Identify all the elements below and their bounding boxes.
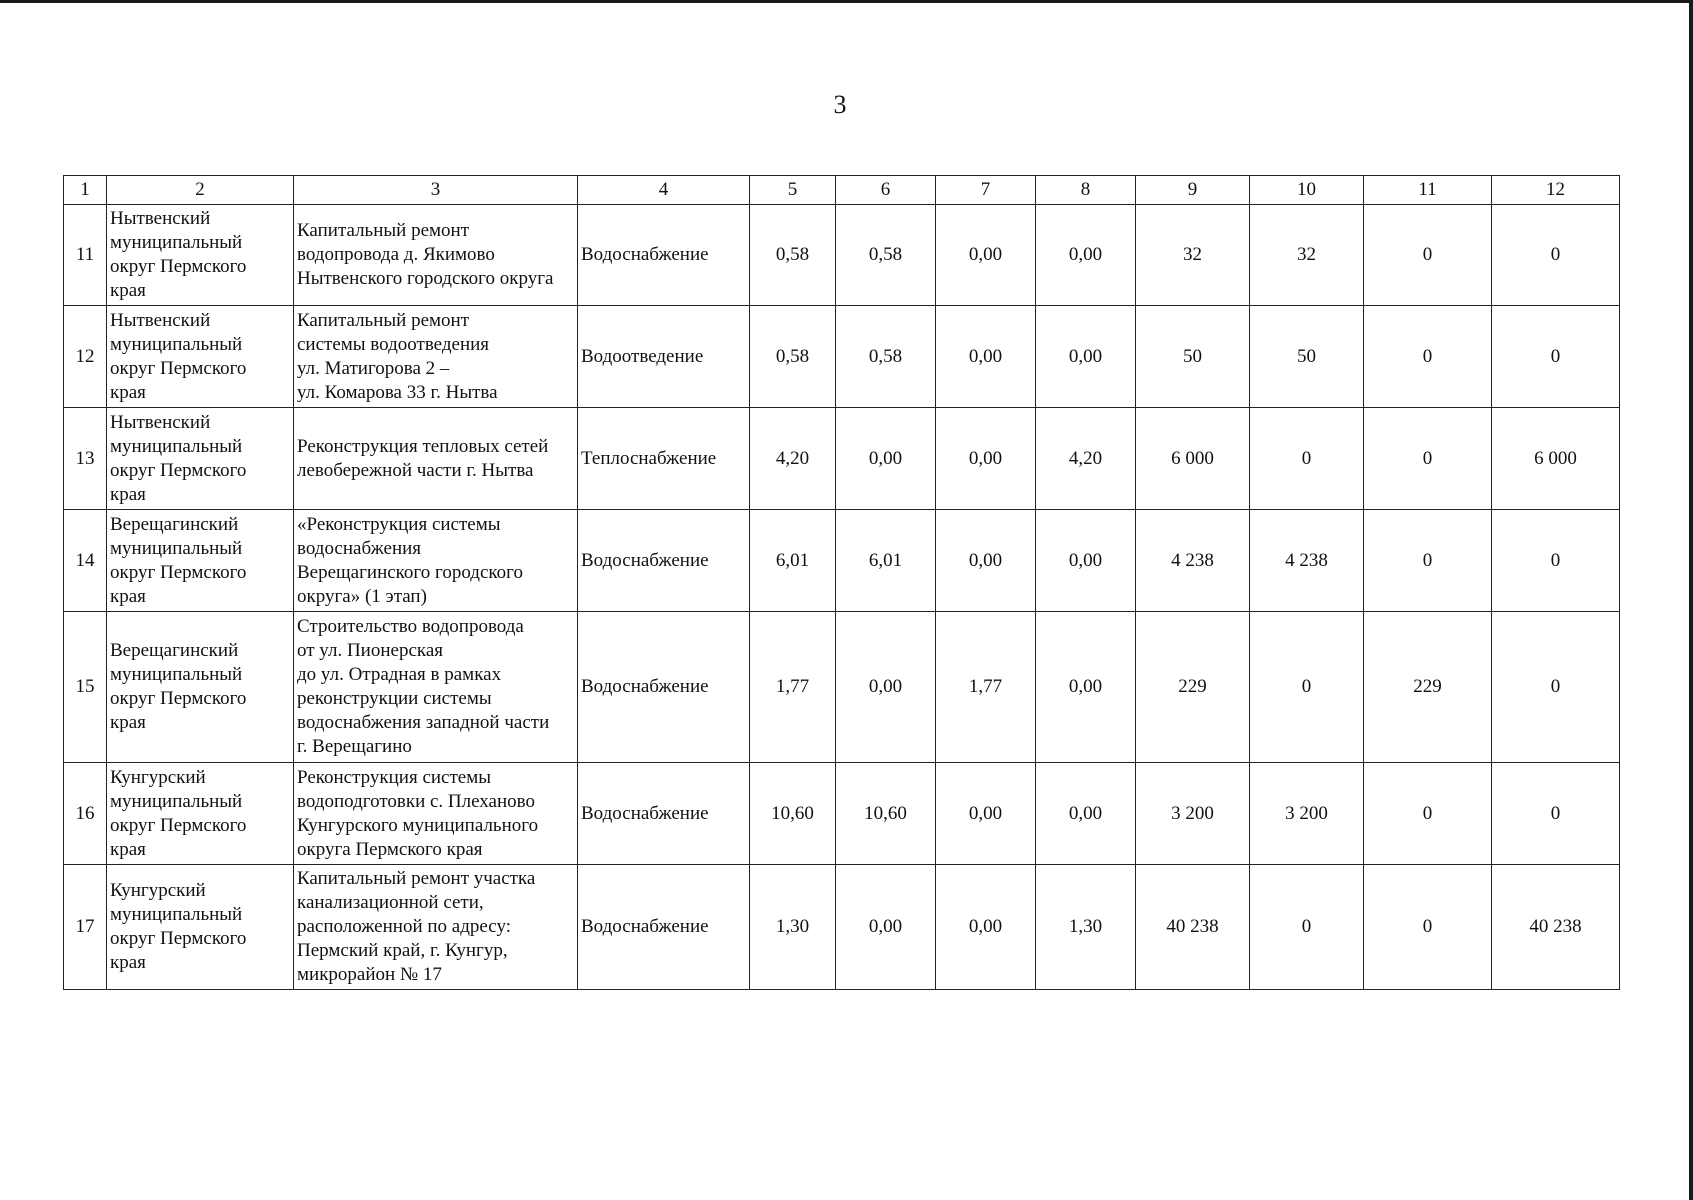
scan-border-top: [0, 0, 1693, 3]
object-name-cell: Капитальный ремонт водопровода д. Якимово Нытвенского городского округа: [294, 205, 578, 306]
scan-border-right: [1689, 0, 1693, 1200]
value-cell-col5: 0,58: [750, 306, 836, 408]
value-cell-col10: 32: [1250, 205, 1364, 306]
column-number-cell: 10: [1250, 176, 1364, 205]
table-row: [64, 306, 1620, 408]
value-cell-col8: 0,00: [1036, 205, 1136, 306]
value-cell-col9: 3 200: [1136, 763, 1250, 865]
column-number-cell: 1: [64, 176, 107, 205]
municipality-cell: Нытвенский муниципальный округ Пермского края: [107, 306, 294, 408]
column-number-cell: 6: [836, 176, 936, 205]
municipality-cell: Верещагинский муниципальный округ Пермского края: [107, 612, 294, 763]
value-cell-col11: 0: [1364, 205, 1492, 306]
value-cell-col11: 0: [1364, 408, 1492, 510]
value-cell-col12: 40 238: [1492, 865, 1620, 990]
column-number-cell: 8: [1036, 176, 1136, 205]
municipality-cell: Кунгурский муниципальный округ Пермского края: [107, 865, 294, 990]
value-cell-col8: 0,00: [1036, 306, 1136, 408]
value-cell-col9: 6 000: [1136, 408, 1250, 510]
value-cell-col6: 10,60: [836, 763, 936, 865]
table-row: [64, 865, 1620, 990]
value-cell-col6: 0,00: [836, 865, 936, 990]
value-cell-col12: 0: [1492, 612, 1620, 763]
value-cell-col7: 0,00: [936, 306, 1036, 408]
value-cell-col12: 6 000: [1492, 408, 1620, 510]
value-cell-col8: 0,00: [1036, 510, 1136, 612]
column-number-cell: 5: [750, 176, 836, 205]
value-cell-col11: 0: [1364, 510, 1492, 612]
value-cell-col11: 0: [1364, 865, 1492, 990]
municipality-cell: Верещагинский муниципальный округ Пермского края: [107, 510, 294, 612]
value-cell-col10: 0: [1250, 865, 1364, 990]
column-number-cell: 11: [1364, 176, 1492, 205]
value-cell-col11: 0: [1364, 763, 1492, 865]
value-cell-col8: 0,00: [1036, 612, 1136, 763]
data-table: [63, 175, 1620, 990]
service-type-cell: Водоснабжение: [578, 865, 750, 990]
service-type-cell: Теплоснабжение: [578, 408, 750, 510]
value-cell-col5: 10,60: [750, 763, 836, 865]
service-type-cell: Водоотведение: [578, 306, 750, 408]
value-cell-col7: 0,00: [936, 510, 1036, 612]
value-cell-col7: 1,77: [936, 612, 1036, 763]
value-cell-col6: 6,01: [836, 510, 936, 612]
value-cell-col5: 1,30: [750, 865, 836, 990]
row-number-cell: 11: [64, 205, 107, 306]
value-cell-col5: 0,58: [750, 205, 836, 306]
value-cell-col9: 40 238: [1136, 865, 1250, 990]
value-cell-col6: 0,58: [836, 306, 936, 408]
value-cell-col9: 50: [1136, 306, 1250, 408]
value-cell-col6: 0,00: [836, 612, 936, 763]
service-type-cell: Водоснабжение: [578, 510, 750, 612]
column-number-cell: 4: [578, 176, 750, 205]
value-cell-col12: 0: [1492, 205, 1620, 306]
value-cell-col8: 0,00: [1036, 763, 1136, 865]
row-number-cell: 12: [64, 306, 107, 408]
value-cell-col11: 0: [1364, 306, 1492, 408]
object-name-cell: Строительство водопровода от ул. Пионерская до ул. Отрадная в рамках реконструкции системы водоснабжения западной части г. Верещагино: [294, 612, 578, 763]
value-cell-col12: 0: [1492, 763, 1620, 865]
object-name-cell: «Реконструкция системы водоснабжения Верещагинского городского округа» (1 этап): [294, 510, 578, 612]
row-number-cell: 13: [64, 408, 107, 510]
value-cell-col9: 229: [1136, 612, 1250, 763]
object-name-cell: Реконструкция системы водоподготовки с. Плеханово Кунгурского муниципального округа Пермского края: [294, 763, 578, 865]
value-cell-col10: 50: [1250, 306, 1364, 408]
table-row: [64, 408, 1620, 510]
value-cell-col12: 0: [1492, 306, 1620, 408]
table-row: [64, 763, 1620, 865]
value-cell-col7: 0,00: [936, 408, 1036, 510]
value-cell-col10: 0: [1250, 612, 1364, 763]
column-number-cell: 2: [107, 176, 294, 205]
value-cell-col10: 3 200: [1250, 763, 1364, 865]
table-row: [64, 205, 1620, 306]
value-cell-col11: 229: [1364, 612, 1492, 763]
value-cell-col7: 0,00: [936, 865, 1036, 990]
table-row: [64, 612, 1620, 763]
value-cell-col9: 4 238: [1136, 510, 1250, 612]
service-type-cell: Водоснабжение: [578, 612, 750, 763]
value-cell-col6: 0,58: [836, 205, 936, 306]
row-number-cell: 14: [64, 510, 107, 612]
municipality-cell: Нытвенский муниципальный округ Пермского края: [107, 205, 294, 306]
table-row: [64, 510, 1620, 612]
municipality-cell: Кунгурский муниципальный округ Пермского края: [107, 763, 294, 865]
object-name-cell: Реконструкция тепловых сетей левобережной части г. Нытва: [294, 408, 578, 510]
column-number-cell: 7: [936, 176, 1036, 205]
value-cell-col9: 32: [1136, 205, 1250, 306]
object-name-cell: Капитальный ремонт участка канализационной сети, расположенной по адресу: Пермский край, г. Кунгур, микрорайон № 17: [294, 865, 578, 990]
value-cell-col12: 0: [1492, 510, 1620, 612]
row-number-cell: 16: [64, 763, 107, 865]
value-cell-col5: 6,01: [750, 510, 836, 612]
page-number: 3: [833, 90, 847, 119]
value-cell-col7: 0,00: [936, 763, 1036, 865]
column-number-cell: 12: [1492, 176, 1620, 205]
value-cell-col7: 0,00: [936, 205, 1036, 306]
column-number-cell: 3: [294, 176, 578, 205]
value-cell-col10: 0: [1250, 408, 1364, 510]
row-number-cell: 17: [64, 865, 107, 990]
value-cell-col8: 1,30: [1036, 865, 1136, 990]
column-number-cell: 9: [1136, 176, 1250, 205]
value-cell-col6: 0,00: [836, 408, 936, 510]
row-number-cell: 15: [64, 612, 107, 763]
value-cell-col5: 1,77: [750, 612, 836, 763]
column-number-row: [64, 176, 1620, 205]
table-body: [64, 176, 1620, 990]
object-name-cell: Капитальный ремонт системы водоотведения ул. Матигорова 2 – ул. Комарова 33 г. Нытва: [294, 306, 578, 408]
service-type-cell: Водоснабжение: [578, 205, 750, 306]
municipality-cell: Нытвенский муниципальный округ Пермского края: [107, 408, 294, 510]
value-cell-col10: 4 238: [1250, 510, 1364, 612]
service-type-cell: Водоснабжение: [578, 763, 750, 865]
value-cell-col8: 4,20: [1036, 408, 1136, 510]
value-cell-col5: 4,20: [750, 408, 836, 510]
